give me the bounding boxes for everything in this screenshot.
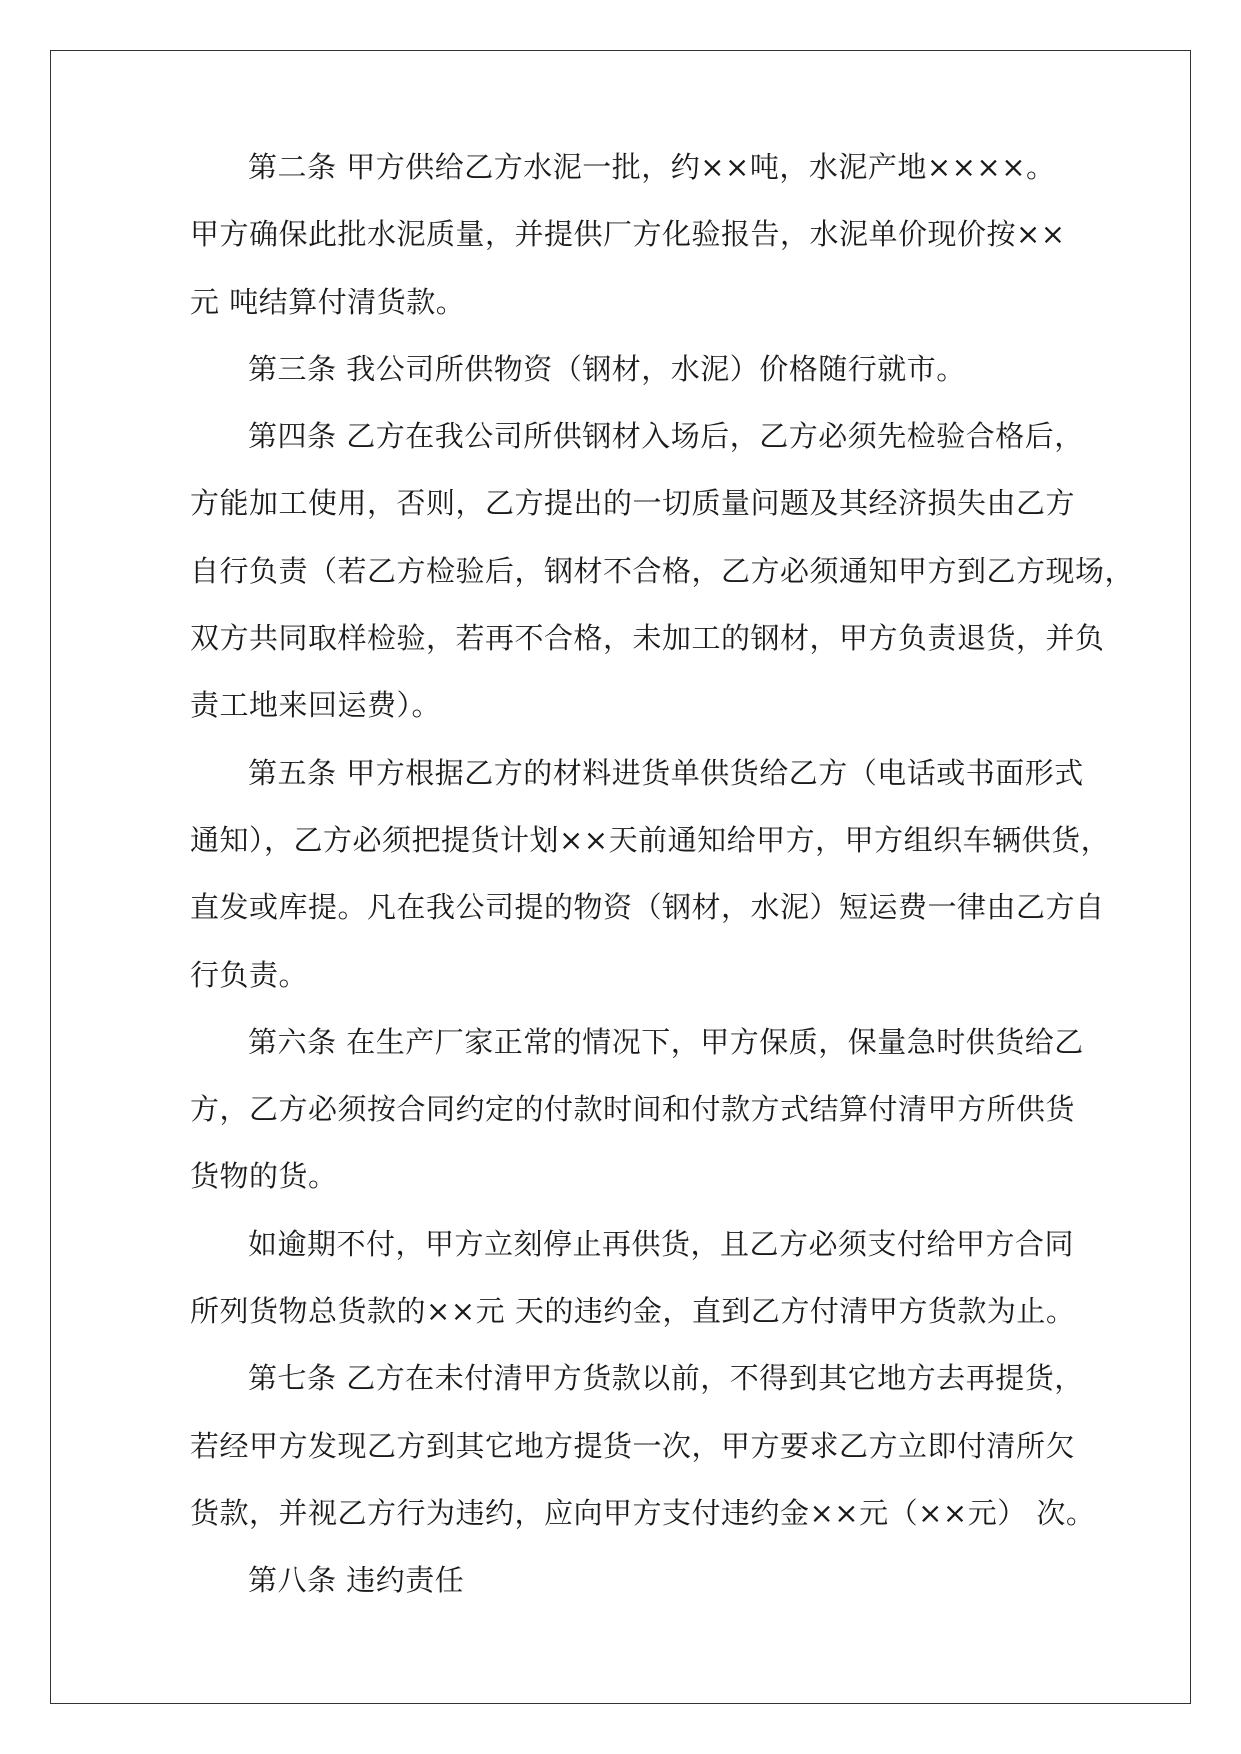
text-line: 自行负责（若乙方检验后，钢材不合格，乙方必须通知甲方到乙方现场， xyxy=(190,553,1135,588)
text-line: 货款，并视乙方行为违约，应向甲方支付违约金××元（××元） 次。 xyxy=(190,1495,1096,1530)
text-line: 行负责。 xyxy=(190,957,309,992)
text-line: 双方共同取样检验，若再不合格，未加工的钢材，甲方负责退货，并负 xyxy=(190,621,1105,656)
text-line: 第三条 我公司所供物资（钢材，水泥）价格随行就市。 xyxy=(248,351,966,386)
text-line: 第八条 违约责任 xyxy=(248,1563,465,1598)
text-line: 责工地来回运费）。 xyxy=(190,688,442,723)
text-line: 直发或库提。凡在我公司提的物资（钢材，水泥）短运费一律由乙方自 xyxy=(190,890,1105,925)
text-line: 甲方确保此批水泥质量，并提供厂方化验报告，水泥单价现价按×× xyxy=(190,217,1066,252)
text-line: 元 吨结算付清货款。 xyxy=(190,284,466,319)
text-line: 第六条 在生产厂家正常的情况下，甲方保质，保量急时供货给乙 xyxy=(248,1024,1084,1059)
text-line: 货物的货。 xyxy=(190,1159,338,1194)
document-body xyxy=(190,148,1135,1629)
text-line: 所列货物总货款的××元 天的违约金，直到乙方付清甲方货款为止。 xyxy=(190,1294,1076,1329)
text-line: 方能加工使用，否则，乙方提出的一切质量问题及其经济损失由乙方 xyxy=(190,486,1076,521)
text-line: 第二条 甲方供给乙方水泥一批，约××吨，水泥产地××××。 xyxy=(248,150,1056,184)
text-line: 第五条 甲方根据乙方的材料进货单供货给乙方（电话或书面形式 xyxy=(248,755,1084,790)
text-line: 第四条 乙方在我公司所供钢材入场后，乙方必须先检验合格后， xyxy=(248,419,1084,454)
text-line: 如逾期不付，甲方立刻停止再供货，且乙方必须支付给甲方合同 xyxy=(248,1226,1075,1261)
text-line: 第七条 乙方在未付清甲方货款以前，不得到其它地方去再提货， xyxy=(248,1361,1084,1396)
text-line: 若经甲方发现乙方到其它地方提货一次，甲方要求乙方立即付清所欠 xyxy=(190,1428,1076,1463)
text-line: 方，乙方必须按合同约定的付款时间和付款方式结算付清甲方所供货 xyxy=(190,1092,1076,1127)
text-line: 通知），乙方必须把提货计划××天前通知给甲方，甲方组织车辆供货， xyxy=(190,822,1111,857)
